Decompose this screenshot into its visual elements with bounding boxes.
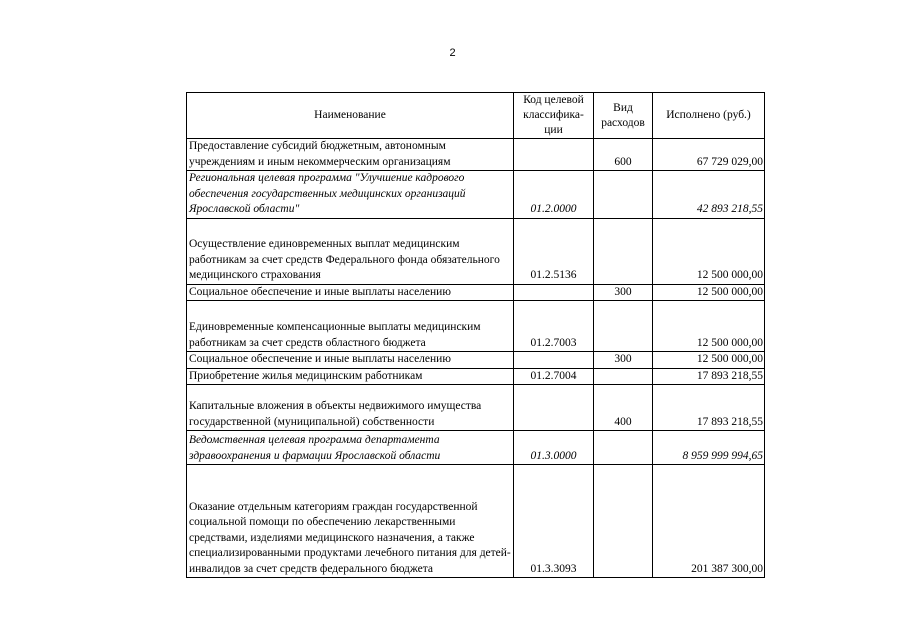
cell-amount: 12 500 000,00 xyxy=(653,352,765,369)
cell-type xyxy=(594,218,653,284)
cell-type xyxy=(594,171,653,219)
cell-amount: 12 500 000,00 xyxy=(653,218,765,284)
table-row xyxy=(187,139,765,171)
cell-type xyxy=(594,301,653,352)
cell-type xyxy=(594,465,653,578)
table-row xyxy=(187,465,765,578)
table-body xyxy=(187,139,765,578)
cell-code: 01.2.5136 xyxy=(514,218,594,284)
cell-code: 01.3.3093 xyxy=(514,465,594,578)
cell-type: 300 xyxy=(594,352,653,369)
table-row xyxy=(187,284,765,301)
cell-type: 300 xyxy=(594,284,653,301)
header-row xyxy=(187,93,765,139)
cell-amount: 201 387 300,00 xyxy=(653,465,765,578)
cell-name: Региональная целевая программа "Улучшение кадрового обеспечения государственных медицинских организаций Ярославской области" xyxy=(187,171,514,219)
cell-name: Приобретение жилья медицинским работникам xyxy=(187,368,514,385)
cell-code xyxy=(514,284,594,301)
cell-amount: 12 500 000,00 xyxy=(653,284,765,301)
cell-amount: 42 893 218,55 xyxy=(653,171,765,219)
cell-code: 01.2.0000 xyxy=(514,171,594,219)
cell-name: Капитальные вложения в объекты недвижимого имущества государственной (муниципальной) собственности xyxy=(187,385,514,431)
cell-code xyxy=(514,139,594,171)
header-amount: Исполнено (руб.) xyxy=(653,93,765,139)
table-row xyxy=(187,431,765,465)
cell-type: 600 xyxy=(594,139,653,171)
cell-type xyxy=(594,431,653,465)
table-row xyxy=(187,385,765,431)
table-row xyxy=(187,218,765,284)
cell-code xyxy=(514,352,594,369)
table-row xyxy=(187,352,765,369)
cell-name: Социальное обеспечение и иные выплаты населению xyxy=(187,352,514,369)
table-row xyxy=(187,171,765,219)
cell-name: Предоставление субсидий бюджетным, автономным учреждениям и иным некоммерческим организациям xyxy=(187,139,514,171)
budget-table xyxy=(186,92,765,578)
cell-name: Единовременные компенсационные выплаты медицинским работникам за счет средств областного бюджета xyxy=(187,301,514,352)
header-name: Наименование xyxy=(187,93,514,139)
page-number: 2 xyxy=(449,47,456,59)
table-row xyxy=(187,368,765,385)
table-row xyxy=(187,301,765,352)
cell-amount: 12 500 000,00 xyxy=(653,301,765,352)
cell-code: 01.2.7003 xyxy=(514,301,594,352)
cell-code xyxy=(514,385,594,431)
cell-name: Оказание отдельным категориям граждан государственной социальной помощи по обеспечению лекарственными средствами, изделиями медицинского назначения, а также специализированными продуктами лечебного питания для детей-инвалидов за счет средств федерального бюджета xyxy=(187,465,514,578)
cell-amount: 17 893 218,55 xyxy=(653,385,765,431)
cell-type: 400 xyxy=(594,385,653,431)
cell-amount: 67 729 029,00 xyxy=(653,139,765,171)
cell-type xyxy=(594,368,653,385)
cell-code: 01.2.7004 xyxy=(514,368,594,385)
header-code: Код целевой классифика-ции xyxy=(514,93,594,139)
cell-amount: 8 959 999 994,65 xyxy=(653,431,765,465)
cell-name: Социальное обеспечение и иные выплаты населению xyxy=(187,284,514,301)
cell-code: 01.3.0000 xyxy=(514,431,594,465)
cell-amount: 17 893 218,55 xyxy=(653,368,765,385)
header-type: Вид расходов xyxy=(594,93,653,139)
cell-name: Осуществление единовременных выплат медицинским работникам за счет средств Федерального фонда обязательного медицинского страхования xyxy=(187,218,514,284)
cell-name: Ведомственная целевая программа департамента здравоохранения и фармации Ярославской области xyxy=(187,431,514,465)
